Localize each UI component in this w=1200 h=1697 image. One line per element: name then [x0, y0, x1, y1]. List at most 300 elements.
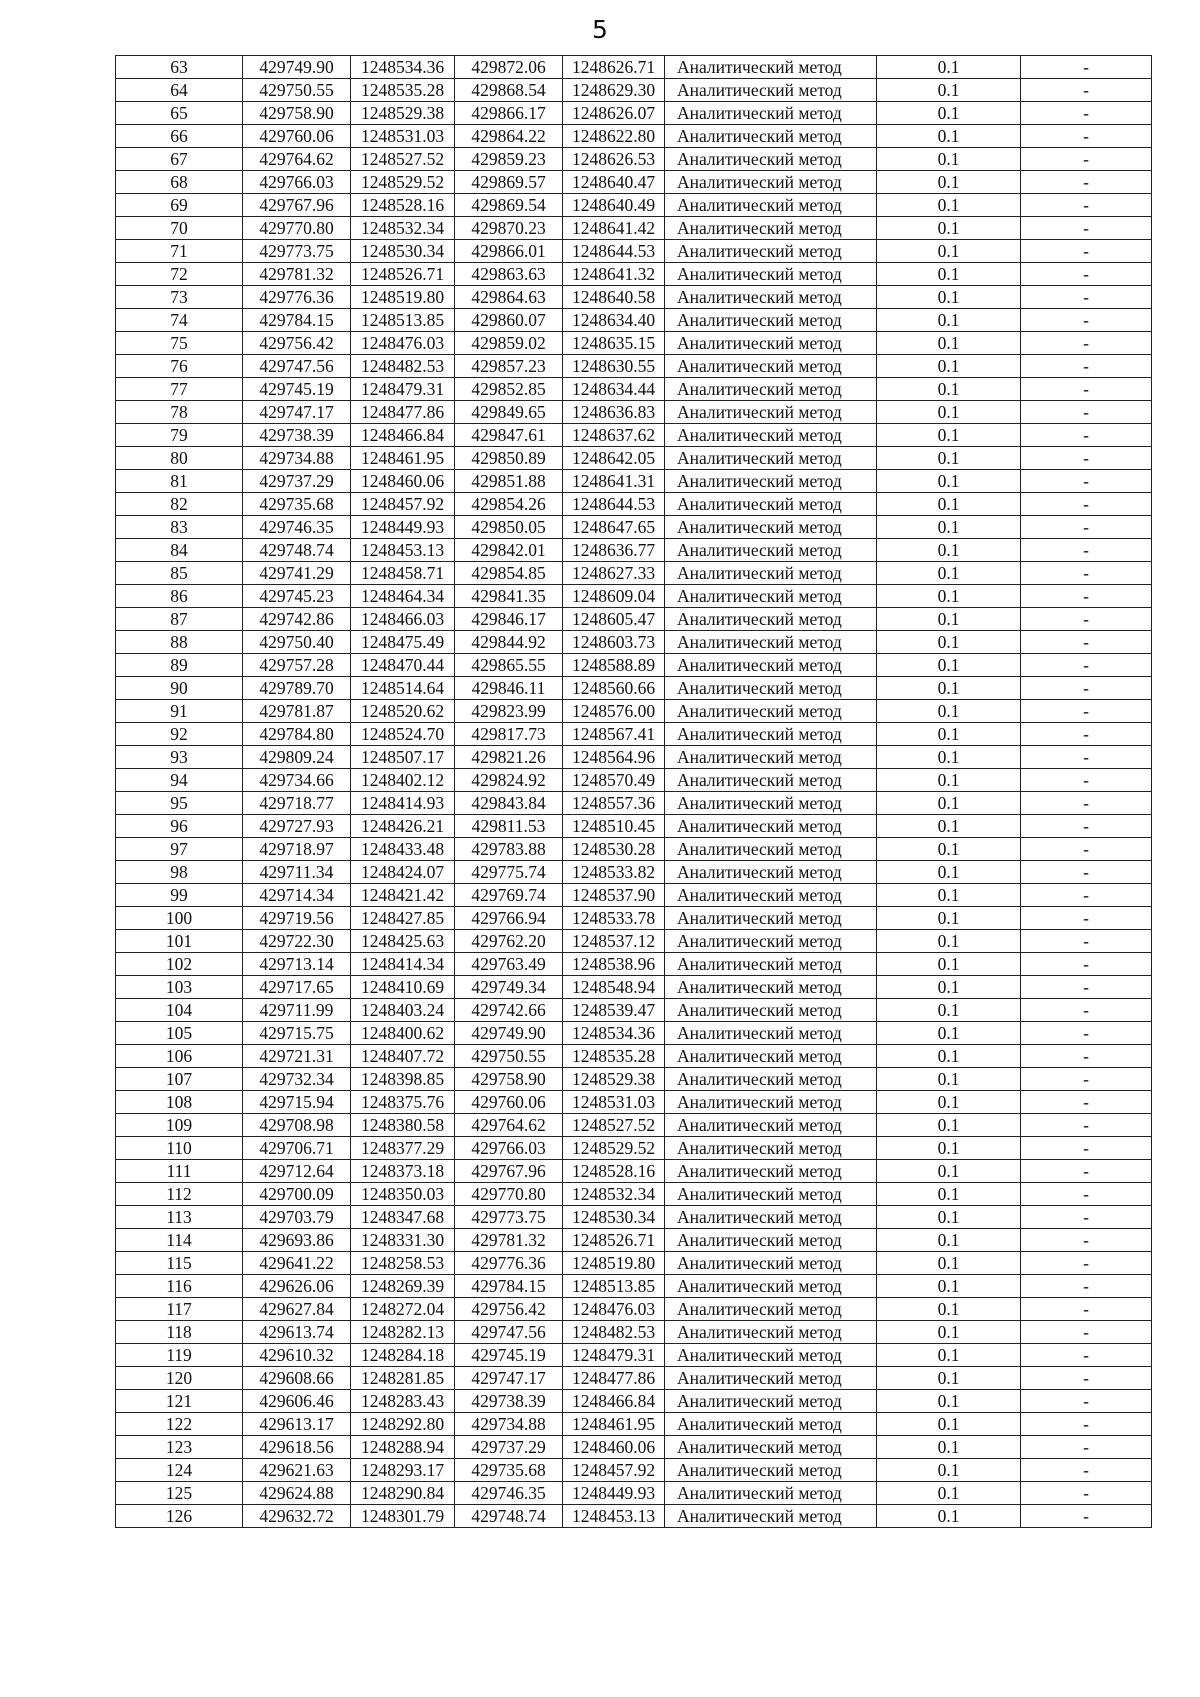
accuracy-cell: 0.1 — [877, 1298, 1021, 1321]
y-old-cell: 1248529.52 — [351, 171, 455, 194]
point-number-cell: 114 — [116, 1229, 243, 1252]
y-old-cell: 1248282.13 — [351, 1321, 455, 1344]
y-new-cell: 1248557.36 — [563, 792, 665, 815]
y-new-cell: 1248636.83 — [563, 401, 665, 424]
y-old-cell: 1248301.79 — [351, 1505, 455, 1528]
x-old-cell: 429715.75 — [243, 1022, 351, 1045]
y-new-cell: 1248644.53 — [563, 493, 665, 516]
method-cell: Аналитический метод — [665, 907, 877, 930]
accuracy-cell: 0.1 — [877, 240, 1021, 263]
method-cell: Аналитический метод — [665, 194, 877, 217]
x-new-cell: 429866.17 — [455, 102, 563, 125]
method-cell: Аналитический метод — [665, 309, 877, 332]
point-number-cell: 80 — [116, 447, 243, 470]
note-cell: - — [1021, 79, 1152, 102]
note-cell: - — [1021, 1436, 1152, 1459]
y-old-cell: 1248475.49 — [351, 631, 455, 654]
x-old-cell: 429738.39 — [243, 424, 351, 447]
x-new-cell: 429756.42 — [455, 1298, 563, 1321]
table-row — [116, 1482, 1152, 1505]
point-number-cell: 122 — [116, 1413, 243, 1436]
table-row — [116, 677, 1152, 700]
y-new-cell: 1248482.53 — [563, 1321, 665, 1344]
note-cell: - — [1021, 309, 1152, 332]
method-cell: Аналитический метод — [665, 102, 877, 125]
point-number-cell: 100 — [116, 907, 243, 930]
x-old-cell: 429711.34 — [243, 861, 351, 884]
method-cell: Аналитический метод — [665, 1091, 877, 1114]
point-number-cell: 67 — [116, 148, 243, 171]
y-new-cell: 1248530.34 — [563, 1206, 665, 1229]
point-number-cell: 123 — [116, 1436, 243, 1459]
table-row — [116, 424, 1152, 447]
method-cell: Аналитический метод — [665, 424, 877, 447]
y-old-cell: 1248453.13 — [351, 539, 455, 562]
y-new-cell: 1248627.33 — [563, 562, 665, 585]
table-row — [116, 884, 1152, 907]
y-old-cell: 1248470.44 — [351, 654, 455, 677]
note-cell: - — [1021, 746, 1152, 769]
x-new-cell: 429749.90 — [455, 1022, 563, 1045]
method-cell: Аналитический метод — [665, 723, 877, 746]
x-new-cell: 429846.11 — [455, 677, 563, 700]
y-old-cell: 1248530.34 — [351, 240, 455, 263]
x-new-cell: 429844.92 — [455, 631, 563, 654]
accuracy-cell: 0.1 — [877, 1321, 1021, 1344]
method-cell: Аналитический метод — [665, 286, 877, 309]
method-cell: Аналитический метод — [665, 355, 877, 378]
accuracy-cell: 0.1 — [877, 1206, 1021, 1229]
note-cell: - — [1021, 217, 1152, 240]
x-old-cell: 429621.63 — [243, 1459, 351, 1482]
point-number-cell: 85 — [116, 562, 243, 585]
x-new-cell: 429864.22 — [455, 125, 563, 148]
table-row — [116, 907, 1152, 930]
accuracy-cell: 0.1 — [877, 516, 1021, 539]
method-cell: Аналитический метод — [665, 1229, 877, 1252]
x-new-cell: 429766.03 — [455, 1137, 563, 1160]
x-new-cell: 429852.85 — [455, 378, 563, 401]
table-row — [116, 585, 1152, 608]
accuracy-cell: 0.1 — [877, 677, 1021, 700]
point-number-cell: 73 — [116, 286, 243, 309]
note-cell: - — [1021, 1114, 1152, 1137]
y-new-cell: 1248640.58 — [563, 286, 665, 309]
note-cell: - — [1021, 263, 1152, 286]
x-old-cell: 429626.06 — [243, 1275, 351, 1298]
method-cell: Аналитический метод — [665, 493, 877, 516]
x-new-cell: 429758.90 — [455, 1068, 563, 1091]
y-new-cell: 1248529.52 — [563, 1137, 665, 1160]
table-row — [116, 102, 1152, 125]
method-cell: Аналитический метод — [665, 1298, 877, 1321]
accuracy-cell: 0.1 — [877, 1367, 1021, 1390]
y-new-cell: 1248519.80 — [563, 1252, 665, 1275]
table-row — [116, 125, 1152, 148]
point-number-cell: 68 — [116, 171, 243, 194]
point-number-cell: 111 — [116, 1160, 243, 1183]
y-new-cell: 1248453.13 — [563, 1505, 665, 1528]
accuracy-cell: 0.1 — [877, 470, 1021, 493]
table-row — [116, 148, 1152, 171]
x-new-cell: 429847.61 — [455, 424, 563, 447]
accuracy-cell: 0.1 — [877, 700, 1021, 723]
point-number-cell: 71 — [116, 240, 243, 263]
accuracy-cell: 0.1 — [877, 585, 1021, 608]
y-new-cell: 1248560.66 — [563, 677, 665, 700]
note-cell: - — [1021, 194, 1152, 217]
point-number-cell: 90 — [116, 677, 243, 700]
y-old-cell: 1248514.64 — [351, 677, 455, 700]
y-new-cell: 1248531.03 — [563, 1091, 665, 1114]
y-new-cell: 1248534.36 — [563, 1022, 665, 1045]
y-old-cell: 1248460.06 — [351, 470, 455, 493]
x-new-cell: 429859.23 — [455, 148, 563, 171]
y-new-cell: 1248576.00 — [563, 700, 665, 723]
accuracy-cell: 0.1 — [877, 447, 1021, 470]
x-old-cell: 429809.24 — [243, 746, 351, 769]
x-old-cell: 429734.88 — [243, 447, 351, 470]
method-cell: Аналитический метод — [665, 677, 877, 700]
point-number-cell: 118 — [116, 1321, 243, 1344]
x-old-cell: 429711.99 — [243, 999, 351, 1022]
method-cell: Аналитический метод — [665, 1114, 877, 1137]
table-row — [116, 723, 1152, 746]
y-old-cell: 1248402.12 — [351, 769, 455, 792]
point-number-cell: 78 — [116, 401, 243, 424]
method-cell: Аналитический метод — [665, 240, 877, 263]
accuracy-cell: 0.1 — [877, 815, 1021, 838]
accuracy-cell: 0.1 — [877, 792, 1021, 815]
table-row — [116, 792, 1152, 815]
method-cell: Аналитический метод — [665, 378, 877, 401]
x-old-cell: 429735.68 — [243, 493, 351, 516]
point-number-cell: 106 — [116, 1045, 243, 1068]
y-new-cell: 1248532.34 — [563, 1183, 665, 1206]
note-cell: - — [1021, 332, 1152, 355]
note-cell: - — [1021, 1206, 1152, 1229]
y-new-cell: 1248548.94 — [563, 976, 665, 999]
accuracy-cell: 0.1 — [877, 493, 1021, 516]
accuracy-cell: 0.1 — [877, 102, 1021, 125]
x-old-cell: 429700.09 — [243, 1183, 351, 1206]
y-new-cell: 1248466.84 — [563, 1390, 665, 1413]
y-new-cell: 1248647.65 — [563, 516, 665, 539]
y-old-cell: 1248526.71 — [351, 263, 455, 286]
point-number-cell: 107 — [116, 1068, 243, 1091]
table-row — [116, 999, 1152, 1022]
method-cell: Аналитический метод — [665, 953, 877, 976]
point-number-cell: 121 — [116, 1390, 243, 1413]
y-new-cell: 1248641.42 — [563, 217, 665, 240]
note-cell: - — [1021, 562, 1152, 585]
method-cell: Аналитический метод — [665, 746, 877, 769]
table-row — [116, 1068, 1152, 1091]
table-row — [116, 56, 1152, 79]
x-new-cell: 429770.80 — [455, 1183, 563, 1206]
note-cell: - — [1021, 861, 1152, 884]
table-row — [116, 1390, 1152, 1413]
x-old-cell: 429746.35 — [243, 516, 351, 539]
accuracy-cell: 0.1 — [877, 194, 1021, 217]
table-row — [116, 608, 1152, 631]
method-cell: Аналитический метод — [665, 125, 877, 148]
method-cell: Аналитический метод — [665, 1321, 877, 1344]
point-number-cell: 66 — [116, 125, 243, 148]
y-new-cell: 1248539.47 — [563, 999, 665, 1022]
y-old-cell: 1248524.70 — [351, 723, 455, 746]
x-old-cell: 429750.40 — [243, 631, 351, 654]
x-new-cell: 429824.92 — [455, 769, 563, 792]
accuracy-cell: 0.1 — [877, 1505, 1021, 1528]
x-new-cell: 429767.96 — [455, 1160, 563, 1183]
y-new-cell: 1248461.95 — [563, 1413, 665, 1436]
x-old-cell: 429608.66 — [243, 1367, 351, 1390]
method-cell: Аналитический метод — [665, 861, 877, 884]
y-old-cell: 1248283.43 — [351, 1390, 455, 1413]
y-old-cell: 1248424.07 — [351, 861, 455, 884]
table-row — [116, 1091, 1152, 1114]
y-old-cell: 1248527.52 — [351, 148, 455, 171]
table-row — [116, 286, 1152, 309]
y-new-cell: 1248640.47 — [563, 171, 665, 194]
y-old-cell: 1248529.38 — [351, 102, 455, 125]
x-new-cell: 429783.88 — [455, 838, 563, 861]
note-cell: - — [1021, 401, 1152, 424]
note-cell: - — [1021, 654, 1152, 677]
note-cell: - — [1021, 930, 1152, 953]
x-old-cell: 429703.79 — [243, 1206, 351, 1229]
accuracy-cell: 0.1 — [877, 217, 1021, 240]
point-number-cell: 115 — [116, 1252, 243, 1275]
method-cell: Аналитический метод — [665, 976, 877, 999]
note-cell: - — [1021, 539, 1152, 562]
y-new-cell: 1248460.06 — [563, 1436, 665, 1459]
x-old-cell: 429719.56 — [243, 907, 351, 930]
note-cell: - — [1021, 907, 1152, 930]
note-cell: - — [1021, 1482, 1152, 1505]
point-number-cell: 101 — [116, 930, 243, 953]
accuracy-cell: 0.1 — [877, 999, 1021, 1022]
x-new-cell: 429846.17 — [455, 608, 563, 631]
x-new-cell: 429734.88 — [455, 1413, 563, 1436]
note-cell: - — [1021, 286, 1152, 309]
accuracy-cell: 0.1 — [877, 171, 1021, 194]
note-cell: - — [1021, 102, 1152, 125]
table-row — [116, 539, 1152, 562]
method-cell: Аналитический метод — [665, 1275, 877, 1298]
x-old-cell: 429760.06 — [243, 125, 351, 148]
table-row — [116, 1206, 1152, 1229]
accuracy-cell: 0.1 — [877, 562, 1021, 585]
method-cell: Аналитический метод — [665, 1505, 877, 1528]
point-number-cell: 86 — [116, 585, 243, 608]
y-new-cell: 1248634.44 — [563, 378, 665, 401]
point-number-cell: 119 — [116, 1344, 243, 1367]
y-old-cell: 1248482.53 — [351, 355, 455, 378]
method-cell: Аналитический метод — [665, 539, 877, 562]
table-row — [116, 240, 1152, 263]
point-number-cell: 81 — [116, 470, 243, 493]
y-new-cell: 1248626.53 — [563, 148, 665, 171]
y-old-cell: 1248433.48 — [351, 838, 455, 861]
x-old-cell: 429706.71 — [243, 1137, 351, 1160]
table-row — [116, 631, 1152, 654]
y-old-cell: 1248272.04 — [351, 1298, 455, 1321]
table-row — [116, 1344, 1152, 1367]
x-new-cell: 429750.55 — [455, 1045, 563, 1068]
point-number-cell: 82 — [116, 493, 243, 516]
x-new-cell: 429859.02 — [455, 332, 563, 355]
y-new-cell: 1248533.82 — [563, 861, 665, 884]
note-cell: - — [1021, 171, 1152, 194]
x-old-cell: 429757.28 — [243, 654, 351, 677]
table-row — [116, 1022, 1152, 1045]
y-old-cell: 1248534.36 — [351, 56, 455, 79]
method-cell: Аналитический метод — [665, 1413, 877, 1436]
x-old-cell: 429745.23 — [243, 585, 351, 608]
accuracy-cell: 0.1 — [877, 539, 1021, 562]
x-old-cell: 429718.97 — [243, 838, 351, 861]
note-cell: - — [1021, 700, 1152, 723]
note-cell: - — [1021, 1091, 1152, 1114]
table-row — [116, 79, 1152, 102]
accuracy-cell: 0.1 — [877, 1229, 1021, 1252]
accuracy-cell: 0.1 — [877, 608, 1021, 631]
x-old-cell: 429713.14 — [243, 953, 351, 976]
accuracy-cell: 0.1 — [877, 1482, 1021, 1505]
method-cell: Аналитический метод — [665, 1045, 877, 1068]
accuracy-cell: 0.1 — [877, 1137, 1021, 1160]
y-old-cell: 1248414.93 — [351, 792, 455, 815]
accuracy-cell: 0.1 — [877, 861, 1021, 884]
note-cell: - — [1021, 1390, 1152, 1413]
accuracy-cell: 0.1 — [877, 1114, 1021, 1137]
note-cell: - — [1021, 585, 1152, 608]
y-new-cell: 1248630.55 — [563, 355, 665, 378]
accuracy-cell: 0.1 — [877, 79, 1021, 102]
method-cell: Аналитический метод — [665, 1482, 877, 1505]
accuracy-cell: 0.1 — [877, 263, 1021, 286]
y-old-cell: 1248377.29 — [351, 1137, 455, 1160]
x-new-cell: 429860.07 — [455, 309, 563, 332]
note-cell: - — [1021, 493, 1152, 516]
note-cell: - — [1021, 378, 1152, 401]
x-old-cell: 429749.90 — [243, 56, 351, 79]
table-row — [116, 1183, 1152, 1206]
x-old-cell: 429715.94 — [243, 1091, 351, 1114]
accuracy-cell: 0.1 — [877, 1275, 1021, 1298]
point-number-cell: 88 — [116, 631, 243, 654]
point-number-cell: 70 — [116, 217, 243, 240]
y-new-cell: 1248457.92 — [563, 1459, 665, 1482]
point-number-cell: 65 — [116, 102, 243, 125]
accuracy-cell: 0.1 — [877, 1160, 1021, 1183]
y-old-cell: 1248507.17 — [351, 746, 455, 769]
table-row — [116, 1459, 1152, 1482]
x-old-cell: 429773.75 — [243, 240, 351, 263]
point-number-cell: 87 — [116, 608, 243, 631]
note-cell: - — [1021, 1137, 1152, 1160]
note-cell: - — [1021, 1183, 1152, 1206]
method-cell: Аналитический метод — [665, 1252, 877, 1275]
note-cell: - — [1021, 677, 1152, 700]
x-old-cell: 429717.65 — [243, 976, 351, 999]
x-old-cell: 429624.88 — [243, 1482, 351, 1505]
point-number-cell: 95 — [116, 792, 243, 815]
y-new-cell: 1248528.16 — [563, 1160, 665, 1183]
y-new-cell: 1248513.85 — [563, 1275, 665, 1298]
y-new-cell: 1248634.40 — [563, 309, 665, 332]
accuracy-cell: 0.1 — [877, 56, 1021, 79]
x-new-cell: 429850.05 — [455, 516, 563, 539]
y-old-cell: 1248457.92 — [351, 493, 455, 516]
x-old-cell: 429784.15 — [243, 309, 351, 332]
note-cell: - — [1021, 424, 1152, 447]
x-new-cell: 429762.20 — [455, 930, 563, 953]
y-new-cell: 1248626.07 — [563, 102, 665, 125]
point-number-cell: 120 — [116, 1367, 243, 1390]
table-row — [116, 378, 1152, 401]
method-cell: Аналитический метод — [665, 654, 877, 677]
y-old-cell: 1248269.39 — [351, 1275, 455, 1298]
y-old-cell: 1248350.03 — [351, 1183, 455, 1206]
point-number-cell: 63 — [116, 56, 243, 79]
point-number-cell: 125 — [116, 1482, 243, 1505]
x-new-cell: 429748.74 — [455, 1505, 563, 1528]
x-new-cell: 429742.66 — [455, 999, 563, 1022]
x-old-cell: 429776.36 — [243, 286, 351, 309]
method-cell: Аналитический метод — [665, 1160, 877, 1183]
x-old-cell: 429737.29 — [243, 470, 351, 493]
table-row — [116, 815, 1152, 838]
table-row — [116, 1298, 1152, 1321]
accuracy-cell: 0.1 — [877, 1068, 1021, 1091]
table-row — [116, 769, 1152, 792]
x-old-cell: 429781.32 — [243, 263, 351, 286]
x-old-cell: 429718.77 — [243, 792, 351, 815]
method-cell: Аналитический метод — [665, 56, 877, 79]
y-old-cell: 1248293.17 — [351, 1459, 455, 1482]
method-cell: Аналитический метод — [665, 608, 877, 631]
y-new-cell: 1248603.73 — [563, 631, 665, 654]
y-new-cell: 1248635.15 — [563, 332, 665, 355]
y-old-cell: 1248290.84 — [351, 1482, 455, 1505]
accuracy-cell: 0.1 — [877, 976, 1021, 999]
point-number-cell: 109 — [116, 1114, 243, 1137]
y-new-cell: 1248605.47 — [563, 608, 665, 631]
point-number-cell: 113 — [116, 1206, 243, 1229]
note-cell: - — [1021, 1229, 1152, 1252]
y-old-cell: 1248403.24 — [351, 999, 455, 1022]
accuracy-cell: 0.1 — [877, 1022, 1021, 1045]
accuracy-cell: 0.1 — [877, 769, 1021, 792]
x-new-cell: 429773.75 — [455, 1206, 563, 1229]
y-new-cell: 1248588.89 — [563, 654, 665, 677]
accuracy-cell: 0.1 — [877, 654, 1021, 677]
y-new-cell: 1248510.45 — [563, 815, 665, 838]
table-row — [116, 1367, 1152, 1390]
accuracy-cell: 0.1 — [877, 907, 1021, 930]
y-old-cell: 1248476.03 — [351, 332, 455, 355]
y-new-cell: 1248476.03 — [563, 1298, 665, 1321]
y-old-cell: 1248461.95 — [351, 447, 455, 470]
table-row — [116, 838, 1152, 861]
method-cell: Аналитический метод — [665, 171, 877, 194]
point-number-cell: 98 — [116, 861, 243, 884]
point-number-cell: 96 — [116, 815, 243, 838]
method-cell: Аналитический метод — [665, 1068, 877, 1091]
